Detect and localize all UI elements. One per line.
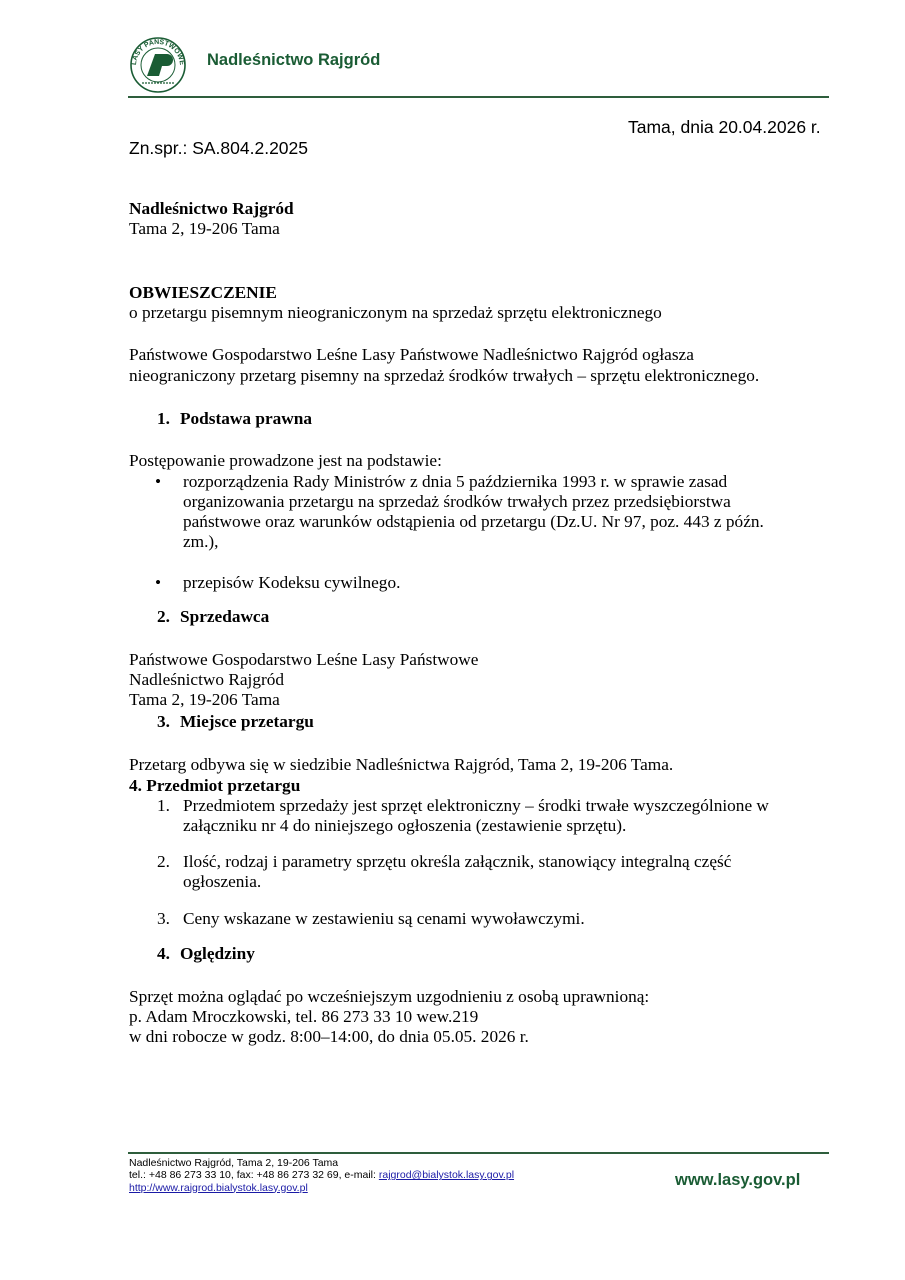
reference-number: Zn.spr.: SA.804.2.2025 [129, 138, 309, 158]
svg-text:LASY PAŃSTWOWE: LASY PAŃSTWOWE [130, 38, 186, 66]
intro-line-1: Państwowe Gospodarstwo Leśne Lasy Państwowe Nadleśnictwo Rajgród ogłasza [129, 345, 694, 364]
notice-subtitle: o przetargu pisemnym nieograniczonym na sprzedaż sprzętu elektronicznego [129, 303, 662, 322]
footer-phone-line [129, 1169, 514, 1181]
text-line: ogłoszenia. [183, 872, 262, 891]
text-line: Tama 2, 19-206 Tama [129, 690, 280, 709]
subject-item: Ceny wskazane w zestawieniu są cenami wywoławczymi. [183, 909, 585, 928]
text-line: zm.), [183, 532, 219, 551]
section-number: 1. [157, 409, 170, 428]
text-line: Ilość, rodzaj i parametry sprzętu określa załącznik, stanowiący integralną część [183, 852, 732, 871]
section-3-heading [157, 712, 314, 732]
section-title: Oględziny [179, 944, 255, 963]
list-number: 3. [157, 909, 170, 928]
section-4-heading: 4. Przedmiot przetargu [129, 776, 301, 795]
website-link[interactable]: http://www.rajgrod.bialystok.lasy.gov.pl [129, 1181, 308, 1194]
contact-person: p. Adam Mroczkowski, tel. 86 273 33 10 wew.219 [129, 1007, 479, 1026]
footer-contact [129, 1157, 514, 1194]
text-line: Sprzęt można oglądać po wcześniejszym uzgodnieniu z osobą uprawnioną: [129, 987, 650, 1006]
email-link[interactable]: rajgrod@bialystok.lasy.gov.pl [378, 1169, 515, 1182]
legal-basis-item [183, 472, 764, 552]
section-title: Miejsce przetargu [179, 712, 314, 731]
logo-emblem-icon [128, 36, 188, 94]
lasy-website: www.lasy.gov.pl [675, 1171, 801, 1189]
auction-location: Przetarg odbywa się w siedzibie Nadleśnictwa Rajgród, Tama 2, 19-206 Tama. [129, 755, 674, 774]
text-line: załączniku nr 4 do niniejszego ogłoszenia (zestawienie sprzętu). [183, 816, 627, 835]
section-title: Sprzedawca [179, 607, 270, 626]
section-title: Podstawa prawna [179, 409, 312, 428]
sender-name: Nadleśnictwo Rajgród [129, 199, 294, 218]
legal-basis-item: przepisów Kodeksu cywilnego. [183, 573, 401, 592]
footer-address: Nadleśnictwo Rajgród, Tama 2, 19-206 Tama [129, 1157, 339, 1169]
sender-address: Tama 2, 19-206 Tama [129, 219, 280, 238]
inspection-details [129, 987, 649, 1047]
inspection-hours: w dni robocze w godz. 8:00–14:00, do dnia 05.05. 2026 r. [129, 1027, 529, 1046]
footer-divider [128, 1152, 829, 1154]
text-line: Nadleśnictwo Rajgród [129, 670, 285, 689]
lasy-panstwowe-logo [128, 36, 188, 94]
subject-item [183, 852, 731, 892]
section-1-lead: Postępowanie prowadzone jest na podstawie: [129, 451, 442, 470]
phone-fax-text: tel.: +48 86 273 33 10, fax: +48 86 273 32 69, e-mail: [129, 1169, 379, 1182]
list-number: 1. [157, 796, 170, 815]
text-line: Państwowe Gospodarstwo Leśne Lasy Państwowe [129, 650, 479, 669]
section-2-heading [157, 607, 269, 627]
text-line: państwowe oraz warunków odstąpienia od przetargu (Dz.U. Nr 97, poz. 443 z późn. [183, 512, 764, 531]
date-line: Tama, dnia 20.04.2026 r. [628, 117, 821, 137]
section-number: 3. [157, 712, 170, 731]
text-line: rozporządzenia Rady Ministrów z dnia 5 października 1993 r. w sprawie zasad [183, 472, 728, 491]
subject-item [183, 796, 769, 836]
bullet-icon: • [155, 472, 162, 491]
bullet-icon: • [155, 573, 162, 592]
intro-line-2: nieograniczony przetarg pisemny na sprzedaż środków trwałych – sprzętu elektronicznego. [129, 366, 760, 385]
notice-title: OBWIESZCZENIE [129, 283, 277, 302]
section-1-heading [157, 409, 312, 429]
header-divider [128, 96, 829, 98]
text-line: organizowania przetargu na sprzedaż środków trwałych przez przedsiębiorstwa [183, 492, 731, 511]
section-5-heading [157, 944, 255, 964]
organization-name: Nadleśnictwo Rajgród [207, 51, 381, 69]
section-number: 2. [157, 607, 170, 626]
seller-details [129, 650, 478, 710]
text-line: Przedmiotem sprzedaży jest sprzęt elektroniczny – środki trwałe wyszczególnione w [183, 796, 769, 815]
section-number: 4. [157, 944, 170, 963]
list-number: 2. [157, 852, 170, 871]
